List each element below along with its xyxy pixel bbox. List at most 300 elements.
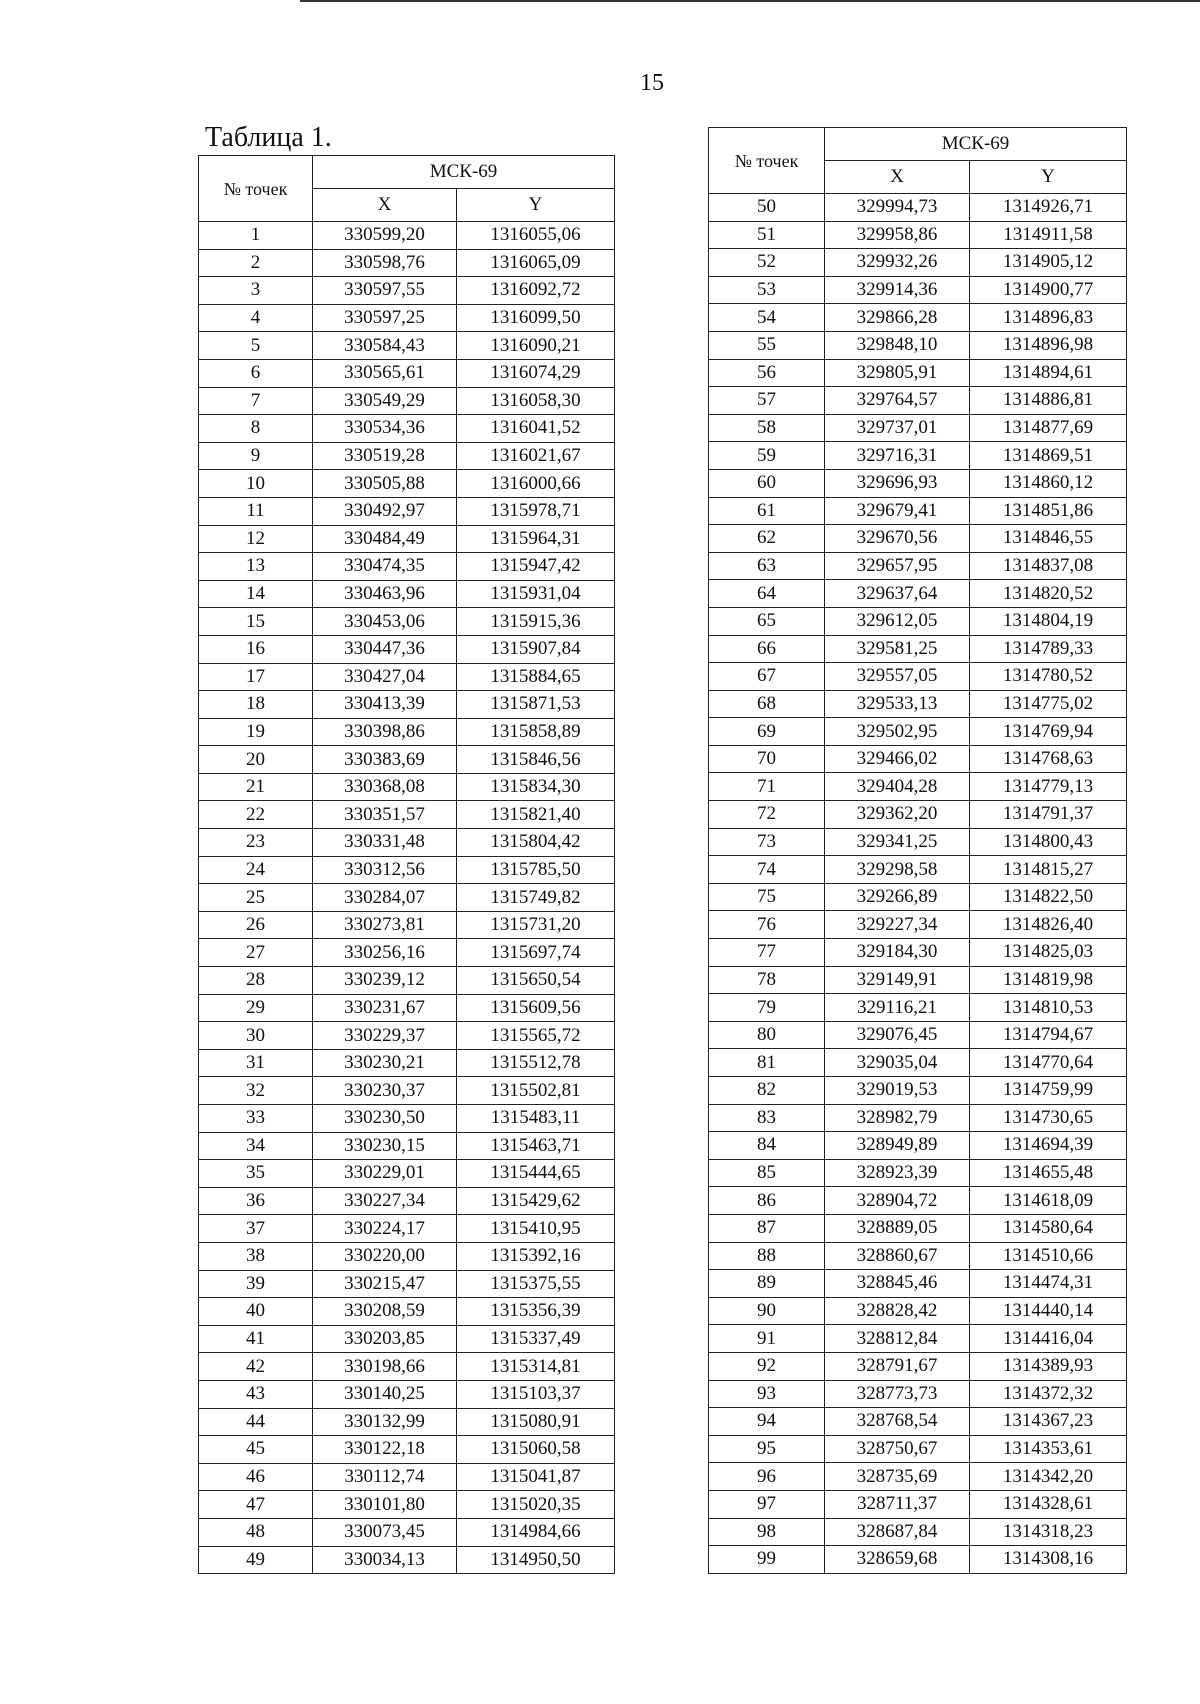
y-coordinate-cell: 1315444,65: [457, 1160, 615, 1188]
y-coordinate-cell: 1314896,98: [970, 331, 1127, 359]
point-number-cell: 43: [199, 1380, 313, 1408]
x-coordinate-cell: 328904,72: [825, 1187, 970, 1215]
table-caption: Таблица 1.: [205, 122, 332, 153]
y-coordinate-cell: 1315060,58: [457, 1436, 615, 1464]
y-coordinate-cell: 1314510,66: [970, 1242, 1127, 1270]
x-coordinate-cell: 329404,28: [825, 773, 970, 801]
point-number-cell: 44: [199, 1408, 313, 1436]
point-number-cell: 66: [709, 635, 825, 663]
y-coordinate-cell: 1314900,77: [970, 276, 1127, 304]
table-row: [709, 414, 1127, 442]
table-row: [199, 801, 615, 829]
y-coordinate-cell: 1315410,95: [457, 1215, 615, 1243]
table-row: [709, 469, 1127, 497]
table-row: [199, 387, 615, 415]
point-number-cell: 92: [709, 1352, 825, 1380]
x-coordinate-cell: 330383,69: [313, 746, 457, 774]
x-coordinate-cell: 329341,25: [825, 828, 970, 856]
table-row: [709, 966, 1127, 994]
x-coordinate-cell: 329679,41: [825, 497, 970, 525]
table-row: [199, 553, 615, 581]
point-number-cell: 36: [199, 1187, 313, 1215]
table-row: [199, 911, 615, 939]
table-row: [199, 856, 615, 884]
table-row: [709, 1297, 1127, 1325]
table-row: [199, 1491, 615, 1519]
x-coordinate-cell: 330101,80: [313, 1491, 457, 1519]
y-coordinate-cell: 1314353,61: [970, 1435, 1127, 1463]
x-coordinate-cell: 329116,21: [825, 994, 970, 1022]
y-coordinate-cell: 1315375,55: [457, 1270, 615, 1298]
x-coordinate-cell: 330534,36: [313, 415, 457, 443]
x-coordinate-cell: 328812,84: [825, 1325, 970, 1353]
point-number-cell: 59: [709, 442, 825, 470]
x-coordinate-cell: 330140,25: [313, 1380, 457, 1408]
x-coordinate-cell: 329914,36: [825, 276, 970, 304]
x-coordinate-cell: 329362,20: [825, 801, 970, 829]
x-coordinate-cell: 329670,56: [825, 525, 970, 553]
point-number-cell: 76: [709, 911, 825, 939]
point-number-cell: 83: [709, 1104, 825, 1132]
point-number-cell: 96: [709, 1463, 825, 1491]
table-row: [199, 415, 615, 443]
table-row: [199, 663, 615, 691]
point-number-cell: 1: [199, 222, 313, 250]
point-number-cell: 12: [199, 525, 313, 553]
y-coordinate-cell: 1315915,36: [457, 608, 615, 636]
y-coordinate-cell: 1316021,67: [457, 442, 615, 470]
point-number-cell: 80: [709, 1021, 825, 1049]
point-number-cell: 58: [709, 414, 825, 442]
x-coordinate-cell: 330229,37: [313, 1022, 457, 1050]
table-row: [199, 304, 615, 332]
y-coordinate-cell: 1315463,71: [457, 1132, 615, 1160]
y-coordinate-cell: 1315884,65: [457, 663, 615, 691]
x-coordinate-cell: 330453,06: [313, 608, 457, 636]
x-coordinate-cell: 328982,79: [825, 1104, 970, 1132]
x-coordinate-cell: 329076,45: [825, 1021, 970, 1049]
x-coordinate-cell: 329533,13: [825, 690, 970, 718]
coordinate-system-header: МСК-69: [825, 128, 1127, 161]
point-number-cell: 54: [709, 304, 825, 332]
x-coordinate-cell: 329184,30: [825, 939, 970, 967]
point-number-cell: 86: [709, 1187, 825, 1215]
table-row: [709, 690, 1127, 718]
table-row: [709, 359, 1127, 387]
point-number-cell: 99: [709, 1546, 825, 1574]
x-coordinate-cell: 328828,42: [825, 1297, 970, 1325]
table-row: [709, 194, 1127, 222]
table-row: [709, 828, 1127, 856]
points-column-header: № точек: [709, 128, 825, 194]
x-coordinate-cell: 330427,04: [313, 663, 457, 691]
point-number-cell: 56: [709, 359, 825, 387]
point-number-cell: 29: [199, 994, 313, 1022]
table-row: [199, 1518, 615, 1546]
table-row: [709, 994, 1127, 1022]
y-coordinate-cell: 1315314,81: [457, 1353, 615, 1381]
y-coordinate-cell: 1315978,71: [457, 497, 615, 525]
y-coordinate-cell: 1315749,82: [457, 884, 615, 912]
x-coordinate-cell: 330368,08: [313, 773, 457, 801]
table-row: [199, 442, 615, 470]
table-row: [709, 1490, 1127, 1518]
x-coordinate-cell: 330229,01: [313, 1160, 457, 1188]
x-column-header: X: [825, 161, 970, 194]
points-column-header: № точек: [199, 156, 313, 222]
point-number-cell: 22: [199, 801, 313, 829]
x-coordinate-cell: 329737,01: [825, 414, 970, 442]
y-coordinate-cell: 1315907,84: [457, 635, 615, 663]
point-number-cell: 37: [199, 1215, 313, 1243]
table-row: [199, 1325, 615, 1353]
point-number-cell: 21: [199, 773, 313, 801]
table-row: [199, 1380, 615, 1408]
y-coordinate-cell: 1314416,04: [970, 1325, 1127, 1353]
point-number-cell: 62: [709, 525, 825, 553]
point-number-cell: 82: [709, 1077, 825, 1105]
point-number-cell: 50: [709, 194, 825, 222]
x-coordinate-cell: 328773,73: [825, 1380, 970, 1408]
y-coordinate-cell: 1314826,40: [970, 911, 1127, 939]
point-number-cell: 45: [199, 1436, 313, 1464]
y-coordinate-cell: 1314730,65: [970, 1104, 1127, 1132]
x-coordinate-cell: 329019,53: [825, 1077, 970, 1105]
point-number-cell: 52: [709, 249, 825, 277]
y-coordinate-cell: 1314819,98: [970, 966, 1127, 994]
table-row: [709, 1077, 1127, 1105]
x-coordinate-cell: 330447,36: [313, 635, 457, 663]
point-number-cell: 79: [709, 994, 825, 1022]
x-coordinate-cell: 330398,86: [313, 718, 457, 746]
x-coordinate-cell: 329502,95: [825, 718, 970, 746]
table-row: [199, 1105, 615, 1133]
y-coordinate-cell: 1314328,61: [970, 1490, 1127, 1518]
point-number-cell: 55: [709, 331, 825, 359]
point-number-cell: 7: [199, 387, 313, 415]
table-row: [199, 1408, 615, 1436]
y-coordinate-cell: 1314318,23: [970, 1518, 1127, 1546]
x-coordinate-cell: 330198,66: [313, 1353, 457, 1381]
point-number-cell: 24: [199, 856, 313, 884]
y-coordinate-cell: 1314367,23: [970, 1408, 1127, 1436]
y-coordinate-cell: 1314815,27: [970, 856, 1127, 884]
point-number-cell: 30: [199, 1022, 313, 1050]
point-number-cell: 73: [709, 828, 825, 856]
point-number-cell: 31: [199, 1049, 313, 1077]
point-number-cell: 84: [709, 1132, 825, 1160]
table-row: [709, 387, 1127, 415]
point-number-cell: 4: [199, 304, 313, 332]
point-number-cell: 27: [199, 939, 313, 967]
table-row: [199, 746, 615, 774]
x-coordinate-cell: 328949,89: [825, 1132, 970, 1160]
x-coordinate-cell: 328791,67: [825, 1352, 970, 1380]
y-coordinate-cell: 1314308,16: [970, 1546, 1127, 1574]
y-coordinate-cell: 1314820,52: [970, 580, 1127, 608]
table-row: [709, 525, 1127, 553]
table-row: [709, 939, 1127, 967]
x-coordinate-cell: 329657,95: [825, 552, 970, 580]
y-coordinate-cell: 1315609,56: [457, 994, 615, 1022]
table-row: [199, 497, 615, 525]
x-coordinate-cell: 330230,15: [313, 1132, 457, 1160]
table-row: [709, 580, 1127, 608]
point-number-cell: 41: [199, 1325, 313, 1353]
point-number-cell: 32: [199, 1077, 313, 1105]
table-row: [199, 277, 615, 305]
point-number-cell: 11: [199, 497, 313, 525]
table-row: [199, 1187, 615, 1215]
table-row: [709, 331, 1127, 359]
point-number-cell: 40: [199, 1298, 313, 1326]
x-coordinate-cell: 329805,91: [825, 359, 970, 387]
y-coordinate-cell: 1316058,30: [457, 387, 615, 415]
x-coordinate-cell: 329696,93: [825, 469, 970, 497]
table-row: [709, 1049, 1127, 1077]
y-coordinate-cell: 1314769,94: [970, 718, 1127, 746]
point-number-cell: 18: [199, 691, 313, 719]
table-row: [199, 359, 615, 387]
x-coordinate-cell: 329932,26: [825, 249, 970, 277]
x-coordinate-cell: 328768,54: [825, 1408, 970, 1436]
point-number-cell: 25: [199, 884, 313, 912]
point-number-cell: 91: [709, 1325, 825, 1353]
y-coordinate-cell: 1315565,72: [457, 1022, 615, 1050]
x-coordinate-cell: 330073,45: [313, 1518, 457, 1546]
table-row: [709, 1270, 1127, 1298]
table-row: [199, 1132, 615, 1160]
table-row: [709, 801, 1127, 829]
table-row: [709, 221, 1127, 249]
y-coordinate-cell: 1315650,54: [457, 967, 615, 995]
x-coordinate-cell: 330227,34: [313, 1187, 457, 1215]
table-row: [709, 1518, 1127, 1546]
table-row: [199, 1270, 615, 1298]
x-coordinate-cell: 330224,17: [313, 1215, 457, 1243]
table-row: [199, 635, 615, 663]
point-number-cell: 97: [709, 1490, 825, 1518]
x-coordinate-cell: 328750,67: [825, 1435, 970, 1463]
y-coordinate-cell: 1314759,99: [970, 1077, 1127, 1105]
x-coordinate-cell: 330034,13: [313, 1546, 457, 1574]
point-number-cell: 63: [709, 552, 825, 580]
y-coordinate-cell: 1314804,19: [970, 607, 1127, 635]
table-row: [709, 276, 1127, 304]
table-row: [709, 1408, 1127, 1436]
table-row: [709, 1242, 1127, 1270]
coordinate-system-header: МСК-69: [313, 156, 615, 189]
x-coordinate-cell: 330230,50: [313, 1105, 457, 1133]
table-row: [709, 1159, 1127, 1187]
point-number-cell: 3: [199, 277, 313, 305]
y-coordinate-cell: 1314822,50: [970, 883, 1127, 911]
y-coordinate-cell: 1314851,86: [970, 497, 1127, 525]
point-number-cell: 13: [199, 553, 313, 581]
y-coordinate-cell: 1314770,64: [970, 1049, 1127, 1077]
point-number-cell: 81: [709, 1049, 825, 1077]
y-coordinate-cell: 1314926,71: [970, 194, 1127, 222]
x-coordinate-cell: 329227,34: [825, 911, 970, 939]
x-coordinate-cell: 330597,55: [313, 277, 457, 305]
table-row: [199, 1077, 615, 1105]
y-coordinate-cell: 1315080,91: [457, 1408, 615, 1436]
point-number-cell: 69: [709, 718, 825, 746]
x-coordinate-cell: 329581,25: [825, 635, 970, 663]
point-number-cell: 19: [199, 718, 313, 746]
x-coordinate-cell: 330474,35: [313, 553, 457, 581]
y-coordinate-cell: 1314877,69: [970, 414, 1127, 442]
table-row: [199, 718, 615, 746]
table-row: [709, 607, 1127, 635]
point-number-cell: 71: [709, 773, 825, 801]
y-coordinate-cell: 1316099,50: [457, 304, 615, 332]
x-coordinate-cell: 330331,48: [313, 829, 457, 857]
table-row: [709, 1435, 1127, 1463]
y-coordinate-cell: 1315858,89: [457, 718, 615, 746]
point-number-cell: 89: [709, 1270, 825, 1298]
x-coordinate-cell: 330505,88: [313, 470, 457, 498]
y-coordinate-cell: 1314800,43: [970, 828, 1127, 856]
table-row: [709, 249, 1127, 277]
table-row: [709, 883, 1127, 911]
y-coordinate-cell: 1314779,13: [970, 773, 1127, 801]
y-coordinate-cell: 1315356,39: [457, 1298, 615, 1326]
y-coordinate-cell: 1314618,09: [970, 1187, 1127, 1215]
page-number: 15: [640, 70, 664, 96]
y-coordinate-cell: 1315697,74: [457, 939, 615, 967]
y-coordinate-cell: 1314342,20: [970, 1463, 1127, 1491]
table-row: [709, 1214, 1127, 1242]
table-row: [199, 967, 615, 995]
x-coordinate-cell: 328687,84: [825, 1518, 970, 1546]
point-number-cell: 35: [199, 1160, 313, 1188]
y-column-header: Y: [457, 189, 615, 222]
table-row: [709, 1132, 1127, 1160]
y-coordinate-cell: 1315947,42: [457, 553, 615, 581]
x-coordinate-cell: 329466,02: [825, 745, 970, 773]
point-number-cell: 33: [199, 1105, 313, 1133]
y-coordinate-cell: 1315964,31: [457, 525, 615, 553]
x-coordinate-cell: 330208,59: [313, 1298, 457, 1326]
point-number-cell: 67: [709, 663, 825, 691]
table-row: [709, 773, 1127, 801]
table-row: [709, 304, 1127, 332]
x-coordinate-cell: 329958,86: [825, 221, 970, 249]
point-number-cell: 39: [199, 1270, 313, 1298]
table-row: [709, 552, 1127, 580]
table-row: [709, 1546, 1127, 1574]
point-number-cell: 98: [709, 1518, 825, 1546]
y-coordinate-cell: 1314886,81: [970, 387, 1127, 415]
y-coordinate-cell: 1315846,56: [457, 746, 615, 774]
x-coordinate-cell: 329994,73: [825, 194, 970, 222]
point-number-cell: 16: [199, 635, 313, 663]
x-coordinate-cell: 329866,28: [825, 304, 970, 332]
x-coordinate-cell: 329612,05: [825, 607, 970, 635]
coordinates-table-right: [708, 127, 1127, 1574]
point-number-cell: 93: [709, 1380, 825, 1408]
point-number-cell: 85: [709, 1159, 825, 1187]
x-coordinate-cell: 330463,96: [313, 580, 457, 608]
y-coordinate-cell: 1314789,33: [970, 635, 1127, 663]
x-coordinate-cell: 329149,91: [825, 966, 970, 994]
x-coordinate-cell: 330230,37: [313, 1077, 457, 1105]
point-number-cell: 70: [709, 745, 825, 773]
x-coordinate-cell: 330549,29: [313, 387, 457, 415]
point-number-cell: 65: [709, 607, 825, 635]
y-coordinate-cell: 1315392,16: [457, 1242, 615, 1270]
y-coordinate-cell: 1315512,78: [457, 1049, 615, 1077]
point-number-cell: 10: [199, 470, 313, 498]
y-coordinate-cell: 1314810,53: [970, 994, 1127, 1022]
table-row: [199, 525, 615, 553]
x-coordinate-cell: 329557,05: [825, 663, 970, 691]
point-number-cell: 95: [709, 1435, 825, 1463]
x-coordinate-cell: 329764,57: [825, 387, 970, 415]
table-row: [709, 442, 1127, 470]
point-number-cell: 77: [709, 939, 825, 967]
table-row: [709, 1380, 1127, 1408]
y-coordinate-cell: 1315502,81: [457, 1077, 615, 1105]
x-coordinate-cell: 330492,97: [313, 497, 457, 525]
y-coordinate-cell: 1314984,66: [457, 1518, 615, 1546]
y-coordinate-cell: 1314389,93: [970, 1352, 1127, 1380]
table-row: [709, 1325, 1127, 1353]
point-number-cell: 47: [199, 1491, 313, 1519]
y-coordinate-cell: 1316041,52: [457, 415, 615, 443]
x-coordinate-cell: 329848,10: [825, 331, 970, 359]
point-number-cell: 17: [199, 663, 313, 691]
x-coordinate-cell: 330284,07: [313, 884, 457, 912]
x-coordinate-cell: 329637,64: [825, 580, 970, 608]
y-coordinate-cell: 1314894,61: [970, 359, 1127, 387]
table-row: [199, 1436, 615, 1464]
point-number-cell: 23: [199, 829, 313, 857]
table-row: [199, 332, 615, 360]
table-row: [709, 1021, 1127, 1049]
x-coordinate-cell: 330519,28: [313, 442, 457, 470]
table-row: [709, 745, 1127, 773]
x-coordinate-cell: 330220,00: [313, 1242, 457, 1270]
table-row: [709, 718, 1127, 746]
point-number-cell: 26: [199, 911, 313, 939]
x-coordinate-cell: 329716,31: [825, 442, 970, 470]
table-row: [709, 497, 1127, 525]
x-coordinate-cell: 330351,57: [313, 801, 457, 829]
y-coordinate-cell: 1316065,09: [457, 249, 615, 277]
x-coordinate-cell: 330203,85: [313, 1325, 457, 1353]
x-coordinate-cell: 330112,74: [313, 1463, 457, 1491]
top-border-line: [300, 0, 1200, 2]
point-number-cell: 38: [199, 1242, 313, 1270]
point-number-cell: 88: [709, 1242, 825, 1270]
point-number-cell: 72: [709, 801, 825, 829]
table-row: [199, 773, 615, 801]
y-coordinate-cell: 1315821,40: [457, 801, 615, 829]
x-coordinate-cell: 328659,68: [825, 1546, 970, 1574]
point-number-cell: 34: [199, 1132, 313, 1160]
x-coordinate-cell: 329266,89: [825, 883, 970, 911]
table-row: [199, 470, 615, 498]
table-row: [199, 222, 615, 250]
point-number-cell: 48: [199, 1518, 313, 1546]
point-number-cell: 53: [709, 276, 825, 304]
point-number-cell: 28: [199, 967, 313, 995]
y-coordinate-cell: 1314794,67: [970, 1021, 1127, 1049]
table-row: [199, 1022, 615, 1050]
x-coordinate-cell: 330231,67: [313, 994, 457, 1022]
